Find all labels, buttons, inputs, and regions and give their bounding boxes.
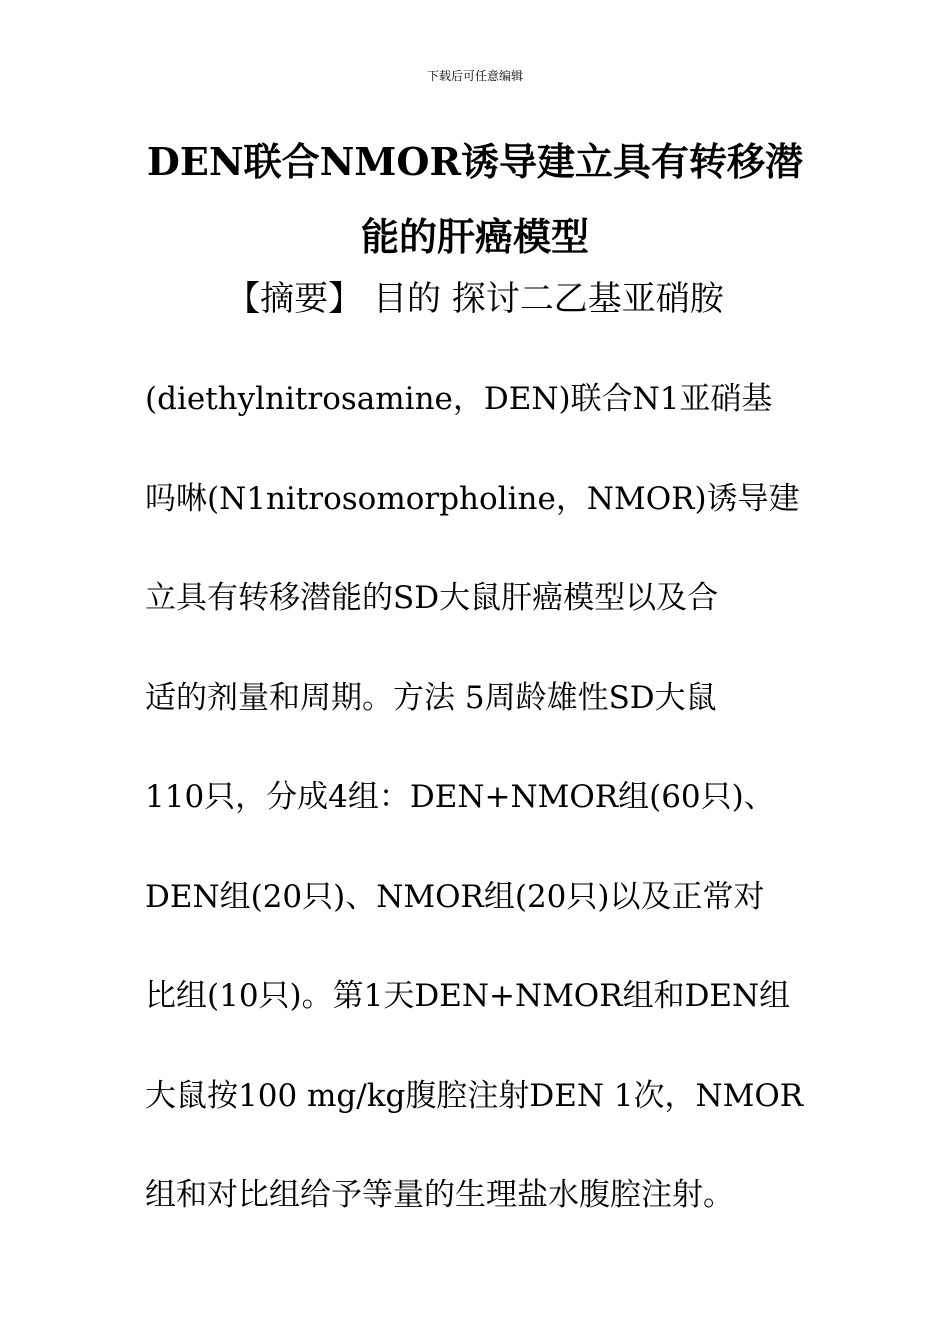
abstract-body	[145, 372, 845, 1268]
body-line: DEN组(20只)、NMOR组(20只)以及正常对	[145, 878, 765, 915]
body-line: 比组(10只)。第1天DEN+NMOR组和DEN组	[145, 978, 791, 1014]
body-line: 立具有转移潜能的SD大鼠肝癌模型以及合	[145, 580, 719, 616]
body-line: 吗啉(N1nitrosomorpholine，NMOR)诱导建	[145, 480, 800, 517]
document-title	[60, 124, 890, 274]
title-line-1: DEN联合NMOR诱导建立具有转移潜	[146, 139, 804, 184]
body-line: 110只，分成4组：DEN+NMOR组(60只)、	[145, 779, 775, 815]
header-note: 下载后可任意编辑	[426, 69, 523, 83]
body-line: 大鼠按100 mg/kg腹腔注射DEN 1次，NMOR	[145, 1077, 804, 1114]
title-line-2: 能的肝癌模型	[360, 214, 589, 259]
body-line: 适的剂量和周期。方法 5周龄雄性SD大鼠	[145, 679, 717, 716]
body-line: 组和对比组给予等量的生理盐水腹腔注射。	[145, 1177, 734, 1213]
abstract-heading: 【摘要】 目的 探讨二乙基亚硝胺	[226, 279, 724, 319]
body-line: (diethylnitrosamine，DEN)联合N1亚硝基	[145, 381, 773, 417]
